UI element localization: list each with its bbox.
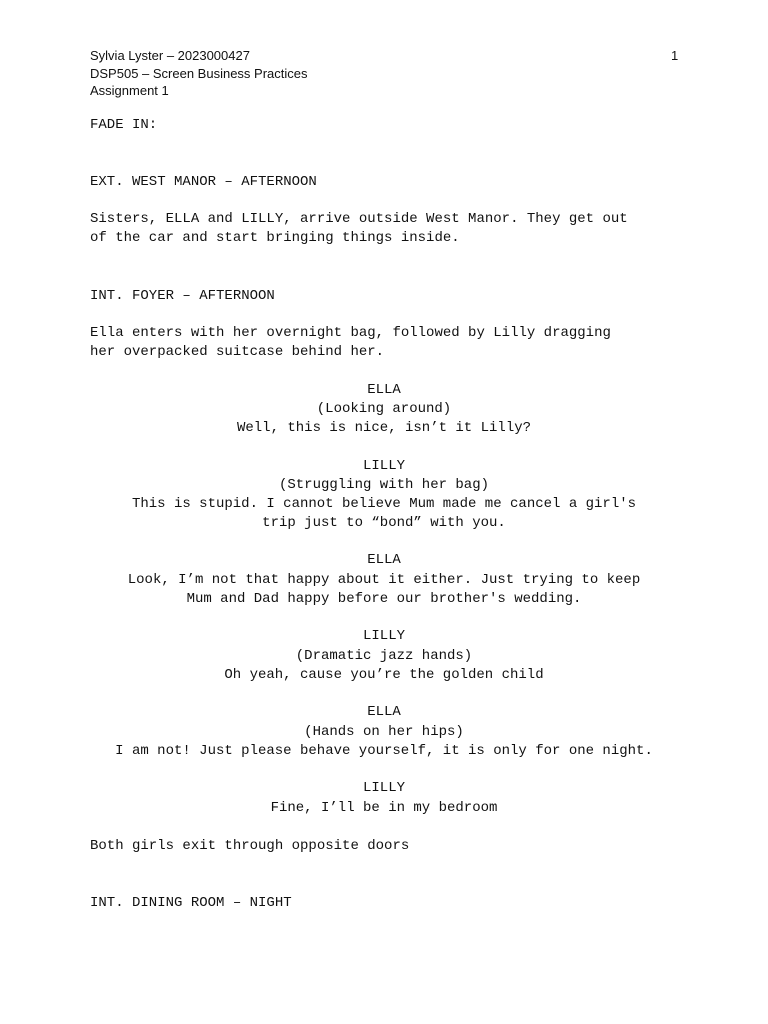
dialogue-line: Well, this is nice, isn’t it Lilly? — [236, 420, 532, 436]
assignment-line: Assignment 1 — [90, 83, 169, 98]
page-number: 1 — [671, 48, 679, 63]
author-line: Sylvia Lyster – 2023000427 — [90, 48, 250, 63]
action-line: Sisters, ELLA and LILLY, arrive outside West Manor. They get out — [90, 211, 628, 227]
document-header — [90, 47, 690, 100]
action-line: Ella enters with her overnight bag, followed by Lilly dragging — [90, 325, 611, 341]
action-line: her overpacked suitcase behind her. — [90, 344, 385, 360]
scene-heading-west-manor: EXT. WEST MANOR – AFTERNOON — [90, 174, 317, 190]
dialogue-line: Oh yeah, cause you’re the golden child — [224, 667, 544, 683]
dialogue-line: Mum and Dad happy before our brother's wedding. — [186, 591, 582, 607]
dialogue-line: I am not! Just please behave yourself, it is only for one night. — [115, 743, 653, 759]
character-name: ELLA — [367, 382, 401, 398]
dialogue-line: Look, I’m not that happy about it either. Just trying to keep — [127, 572, 641, 588]
parenthetical: (Dramatic jazz hands) — [295, 648, 473, 664]
dialogue-line: Fine, I’ll be in my bedroom — [270, 800, 498, 816]
parenthetical: (Struggling with her bag) — [278, 477, 490, 493]
character-name: LILLY — [362, 780, 405, 796]
transition: FADE IN: — [90, 117, 158, 133]
scene-heading-dining-room: INT. DINING ROOM – NIGHT — [90, 895, 292, 911]
character-name: LILLY — [362, 458, 405, 474]
scene-heading-foyer: INT. FOYER – AFTERNOON — [90, 288, 275, 304]
course-line: DSP505 – Screen Business Practices — [90, 65, 308, 81]
character-name: ELLA — [367, 552, 401, 568]
dialogue-line: trip just to “bond” with you. — [262, 515, 506, 531]
character-name: LILLY — [362, 628, 405, 644]
dialogue-line: This is stupid. I cannot believe Mum made me cancel a girl's — [131, 496, 637, 512]
character-name: ELLA — [367, 704, 401, 720]
parenthetical: (Looking around) — [316, 401, 452, 417]
action-line: of the car and start bringing things inside. — [90, 230, 460, 246]
action-line: Both girls exit through opposite doors — [90, 838, 410, 854]
parenthetical: (Hands on her hips) — [304, 724, 464, 740]
